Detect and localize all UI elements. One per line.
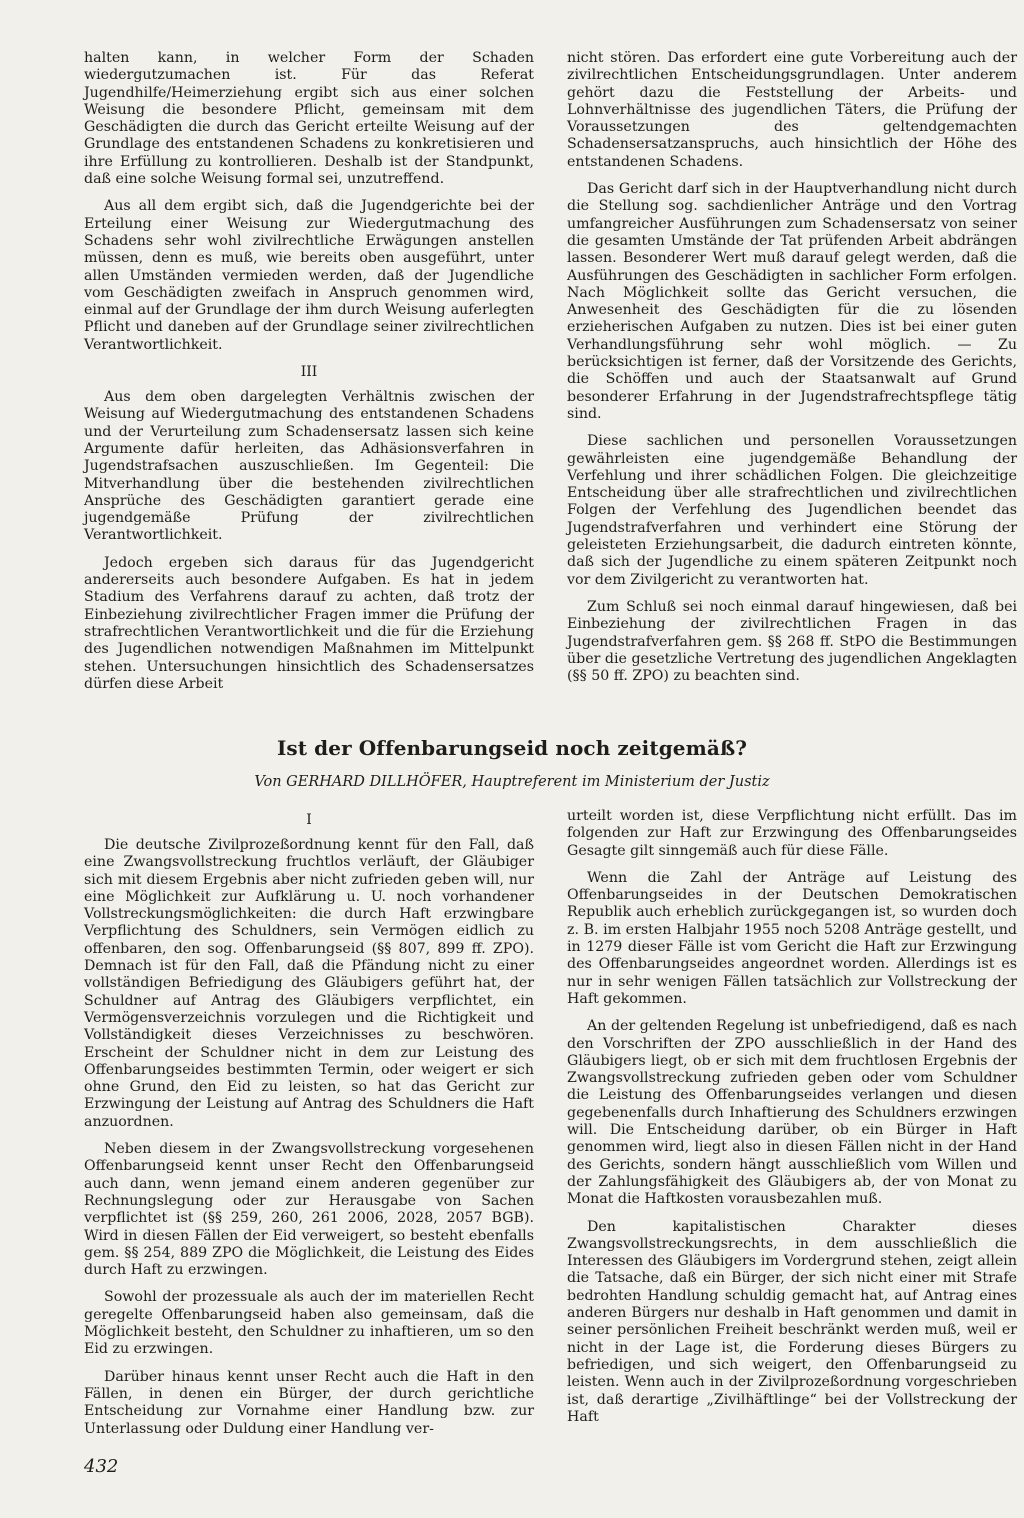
paragraph: Das Gericht darf sich in der Hauptverhandlung nicht durch die Stellung sog. sachdienlicher Anträge und den Vortrag umfangreicher Ausführungen zum Schadensersatz von seiner die gesamten Umstände der Tat prüfenden Arbeit abdrängen lassen. Besonderer Wert muß darauf gelegt werden, daß die Ausführungen des Geschädigten in sachlicher Form erfolgen. Nach Möglichkeit sollte das Gericht versuchen, die Anwesenheit des Geschädigten für die zu lösenden erzieherischen Aufgaben zu nutzen. Dies ist bei einer guten Verhandlungsführung sehr wohl möglich. — Zu berücksichtigen ist ferner, daß der Vorsitzende des Gerichts, die Schöffen und auch der Staatsanwalt auf Grund besonderer Erfahrung in der Jugendstrafrechtspflege tätig sind. [567, 181, 1017, 422]
paragraph: urteilt worden ist, diese Verpflichtung nicht erfüllt. Das im folgenden zur Haft zur Erzwingung des Offenbarungseides Gesagte gilt sinngemäß auch für diese Fälle. [567, 808, 1017, 859]
top-left-column [84, 50, 534, 703]
paragraph: Darüber hinaus kennt unser Recht auch die Haft in den Fällen, in denen ein Bürger, der durch gerichtliche Entscheidung zur Vornahme einer Handlung bzw. zur Unterlassung oder Duldung einer Handlung ver- [84, 1368, 534, 1437]
paragraph: Diese sachlichen und personellen Voraussetzungen gewährleisten eine jugendgemäße Behandlung der Verfehlung und ihrer schädlichen Folgen. Die gleichzeitige Entscheidung über alle strafrechtlichen und zivilrechtlichen Folgen der Verfehlung des Jugendlichen beendet das Jugendstrafverfahren und verhindert eine Störung der geleisteten Erziehungsarbeit, die dadurch eintreten könnte, daß sich der Jugendliche zu einem späteren Zeitpunkt noch vor dem Zivilgericht zu verantworten hat. [567, 433, 1017, 588]
article-title: Ist der Offenbarungseid noch zeitgemäß? [276, 736, 748, 760]
paragraph: Sowohl der prozessuale als auch der im materiellen Recht geregelte Offenbarungseid haben also gemeinsam, daß die Möglichkeit besteht, den Schuldner zu inhaftieren, um so den Eid zu erzwingen. [84, 1289, 534, 1358]
bottom-right-column [567, 808, 1017, 1436]
paragraph: An der geltenden Regelung ist unbefriedigend, daß es nach den Vorschriften der ZPO ausschließlich in der Hand des Gläubigers liegt, ob er sich mit dem fruchtlosen Ergebnis der Zwangsvollstreckung zufrieden geben oder vom Schuldner die Leistung des Offenbarungseides verlangen und diesen gegebenenfalls durch Inhaftierung des Schuldners erzwingen will. Die Entscheidung darüber, ob ein Bürger in Haft genommen wird, liegt also in diesen Fällen nicht in der Hand des Gerichts, sondern hängt ausschließlich vom Willen und der Zahlungsfähigkeit des Gläubigers ab, der von Monat zu Monat die Haftkosten vorausbezahlen muß. [567, 1018, 1017, 1208]
top-right-column [567, 50, 1017, 695]
article-byline: Von GERHARD DILLHÖFER, Hauptreferent im Ministerium der Justiz [254, 774, 770, 790]
paragraph: Aus all dem ergibt sich, daß die Jugendgerichte bei der Erteilung einer Weisung zur Wiedergutmachung des Schadens sehr wohl zivilrechtliche Erwägungen anstellen müssen, denn es muß, wie bereits oben ausgeführt, unter allen Umständen vermieden werden, daß der Jugendliche vom Geschädigten zweifach in Anspruch genommen wird, einmal auf der Grundlage der ihm durch Weisung auferlegten Pflicht und daneben auf der Grundlage seiner zivilrechtlichen Verantwortlichkeit. [84, 198, 534, 353]
page-number: 432 [84, 1456, 119, 1477]
paragraph: halten kann, in welcher Form der Schaden wiedergutzumachen ist. Für das Referat Jugendhilfe/Heimerziehung ergibt sich aus einer solchen Weisung die besondere Pflicht, gemeinsam mit dem Geschädigten die durch das Gericht erteilte Weisung auf der Grundlage des entstandenen Schadens zu konkretisieren und ihre Erfüllung zu kontrollieren. Deshalb ist der Standpunkt, daß eine solche Weisung formal sei, unzutreffend. [84, 50, 534, 188]
section-number: III [300, 364, 318, 381]
paragraph: Wenn die Zahl der Anträge auf Leistung des Offenbarungseides in der Deutschen Demokratischen Republik auch erheblich zurückgegangen ist, so wurden doch z. B. im ersten Halbjahr 1955 noch 5208 Anträge gestellt, und in 1279 dieser Fälle ist vom Gericht die Haft zur Erzwingung des Offenbarungseides angeordnet worden. Allerdings ist es nur in sehr wenigen Fällen tatsächlich zur Vollstreckung der Haft gekommen. [567, 869, 1017, 1007]
paragraph: Jedoch ergeben sich daraus für das Jugendgericht andererseits auch besondere Aufgaben. Es hat in jedem Stadium des Verfahrens darauf zu achten, daß trotz der Einbeziehung zivilrechtlicher Fragen immer die Prüfung der strafrechtlichen Verantwortlichkeit und die für die Erziehung des Jugendlichen notwendigen Maßnahmen im Mittelpunkt stehen. Untersuchungen hinsichtlich des Schadensersatzes dürfen diese Arbeit [84, 554, 534, 692]
bottom-left-column [84, 808, 534, 1448]
paragraph: Neben diesem in der Zwangsvollstreckung vorgesehenen Offenbarungseid kennt unser Recht den Offenbarungseid auch dann, wenn jemand einem anderen gegenüber zur Rechnungslegung oder zur Herausgabe von Sachen verpflichtet ist (§§ 259, 260, 261 2006, 2028, 2057 BGB). Wird in diesen Fällen der Eid verweigert, so besteht ebenfalls gem. §§ 254, 889 ZPO die Möglichkeit, die Leistung des Eides durch Haft zu erzwingen. [84, 1141, 534, 1279]
paragraph: nicht stören. Das erfordert eine gute Vorbereitung auch der zivilrechtlichen Entscheidungsgrundlagen. Unter anderem gehört dazu die Feststellung der Arbeits- und Lohnverhältnisse des jugendlichen Täters, die Prüfung der Voraussetzungen des geltendgemachten Schadensersatzanspruchs, auch hinsichtlich der Höhe des entstandenen Schadens. [567, 50, 1017, 170]
section-number: I [306, 812, 312, 828]
paragraph: Zum Schluß sei noch einmal darauf hingewiesen, daß bei Einbeziehung der zivilrechtlichen Fragen in das Jugendstrafverfahren gem. §§ 268 ff. StPO die Bestimmungen über die gesetzliche Vertretung des jugendlichen Angeklagten (§§ 50 ff. ZPO) zu beachten sind. [567, 598, 1017, 685]
paragraph: Den kapitalistischen Charakter dieses Zwangsvollstreckungsrechts, in dem ausschließlich die Interessen des Gläubigers im Vordergrund stehen, zeigt allein die Tatsache, daß ein Bürger, der sich nicht einer mit Strafe bedrohten Handlung schuldig gemacht hat, auf Antrag eines anderen Bürgers nur deshalb in Haft genommen und damit in seiner persönlichen Freiheit beschränkt werden muß, weil er nicht in der Lage ist, die Forderung dieses Bürgers zu befriedigen, und sich weigert, den Offenbarungseid zu leisten. Wenn auch in der Zivilprozeßordnung vorgeschrieben ist, daß derartige „Zivilhäftlinge“ bei der Vollstreckung der Haft [567, 1218, 1017, 1425]
paragraph: Aus dem oben dargelegten Verhältnis zwischen der Weisung auf Wiedergutmachung des entstandenen Schadens und der Verurteilung zum Schadensersatz lassen sich keine Argumente dafür herleiten, das Adhäsionsverfahren in Jugendstrafsachen auszuschließen. Im Gegenteil: Die Mitverhandlung über die bestehenden zivilrechtlichen Ansprüche des Geschädigten garantiert gerade eine jugendgemäße Prüfung der zivilrechtlichen Verantwortlichkeit. [84, 389, 534, 544]
paragraph: Die deutsche Zivilprozeßordnung kennt für den Fall, daß eine Zwangsvollstreckung fruchtlos verläuft, der Gläubiger sich mit diesem Ergebnis aber nicht zufrieden geben will, nur eine Möglichkeit zur Aufklärung u. U. noch vorhandener Vollstreckungsmöglichkeiten: die durch Haft erzwingbare Verpflichtung des Schuldners, sein Vermögen eidlich zu offenbaren, den sog. Offenbarungseid (§§ 807, 899 ff. ZPO). Demnach ist für den Fall, daß die Pfändung nicht zu einer vollständigen Befriedigung des Gläubigers geführt hat, der Schuldner auf Antrag des Gläubigers verpflichtet, ein Vermögensverzeichnis vorzulegen und die Richtigkeit und Vollständigkeit dieses Verzeichnisses zu beschwören. Erscheint der Schuldner nicht in dem zur Leistung des Offenbarungseides bestimmten Termin, oder weigert er sich ohne Grund, den Eid zu leisten, so hat das Gericht zur Erzwingung der Leistung auf Antrag des Schuldners die Haft anzuordnen. [84, 837, 534, 1130]
